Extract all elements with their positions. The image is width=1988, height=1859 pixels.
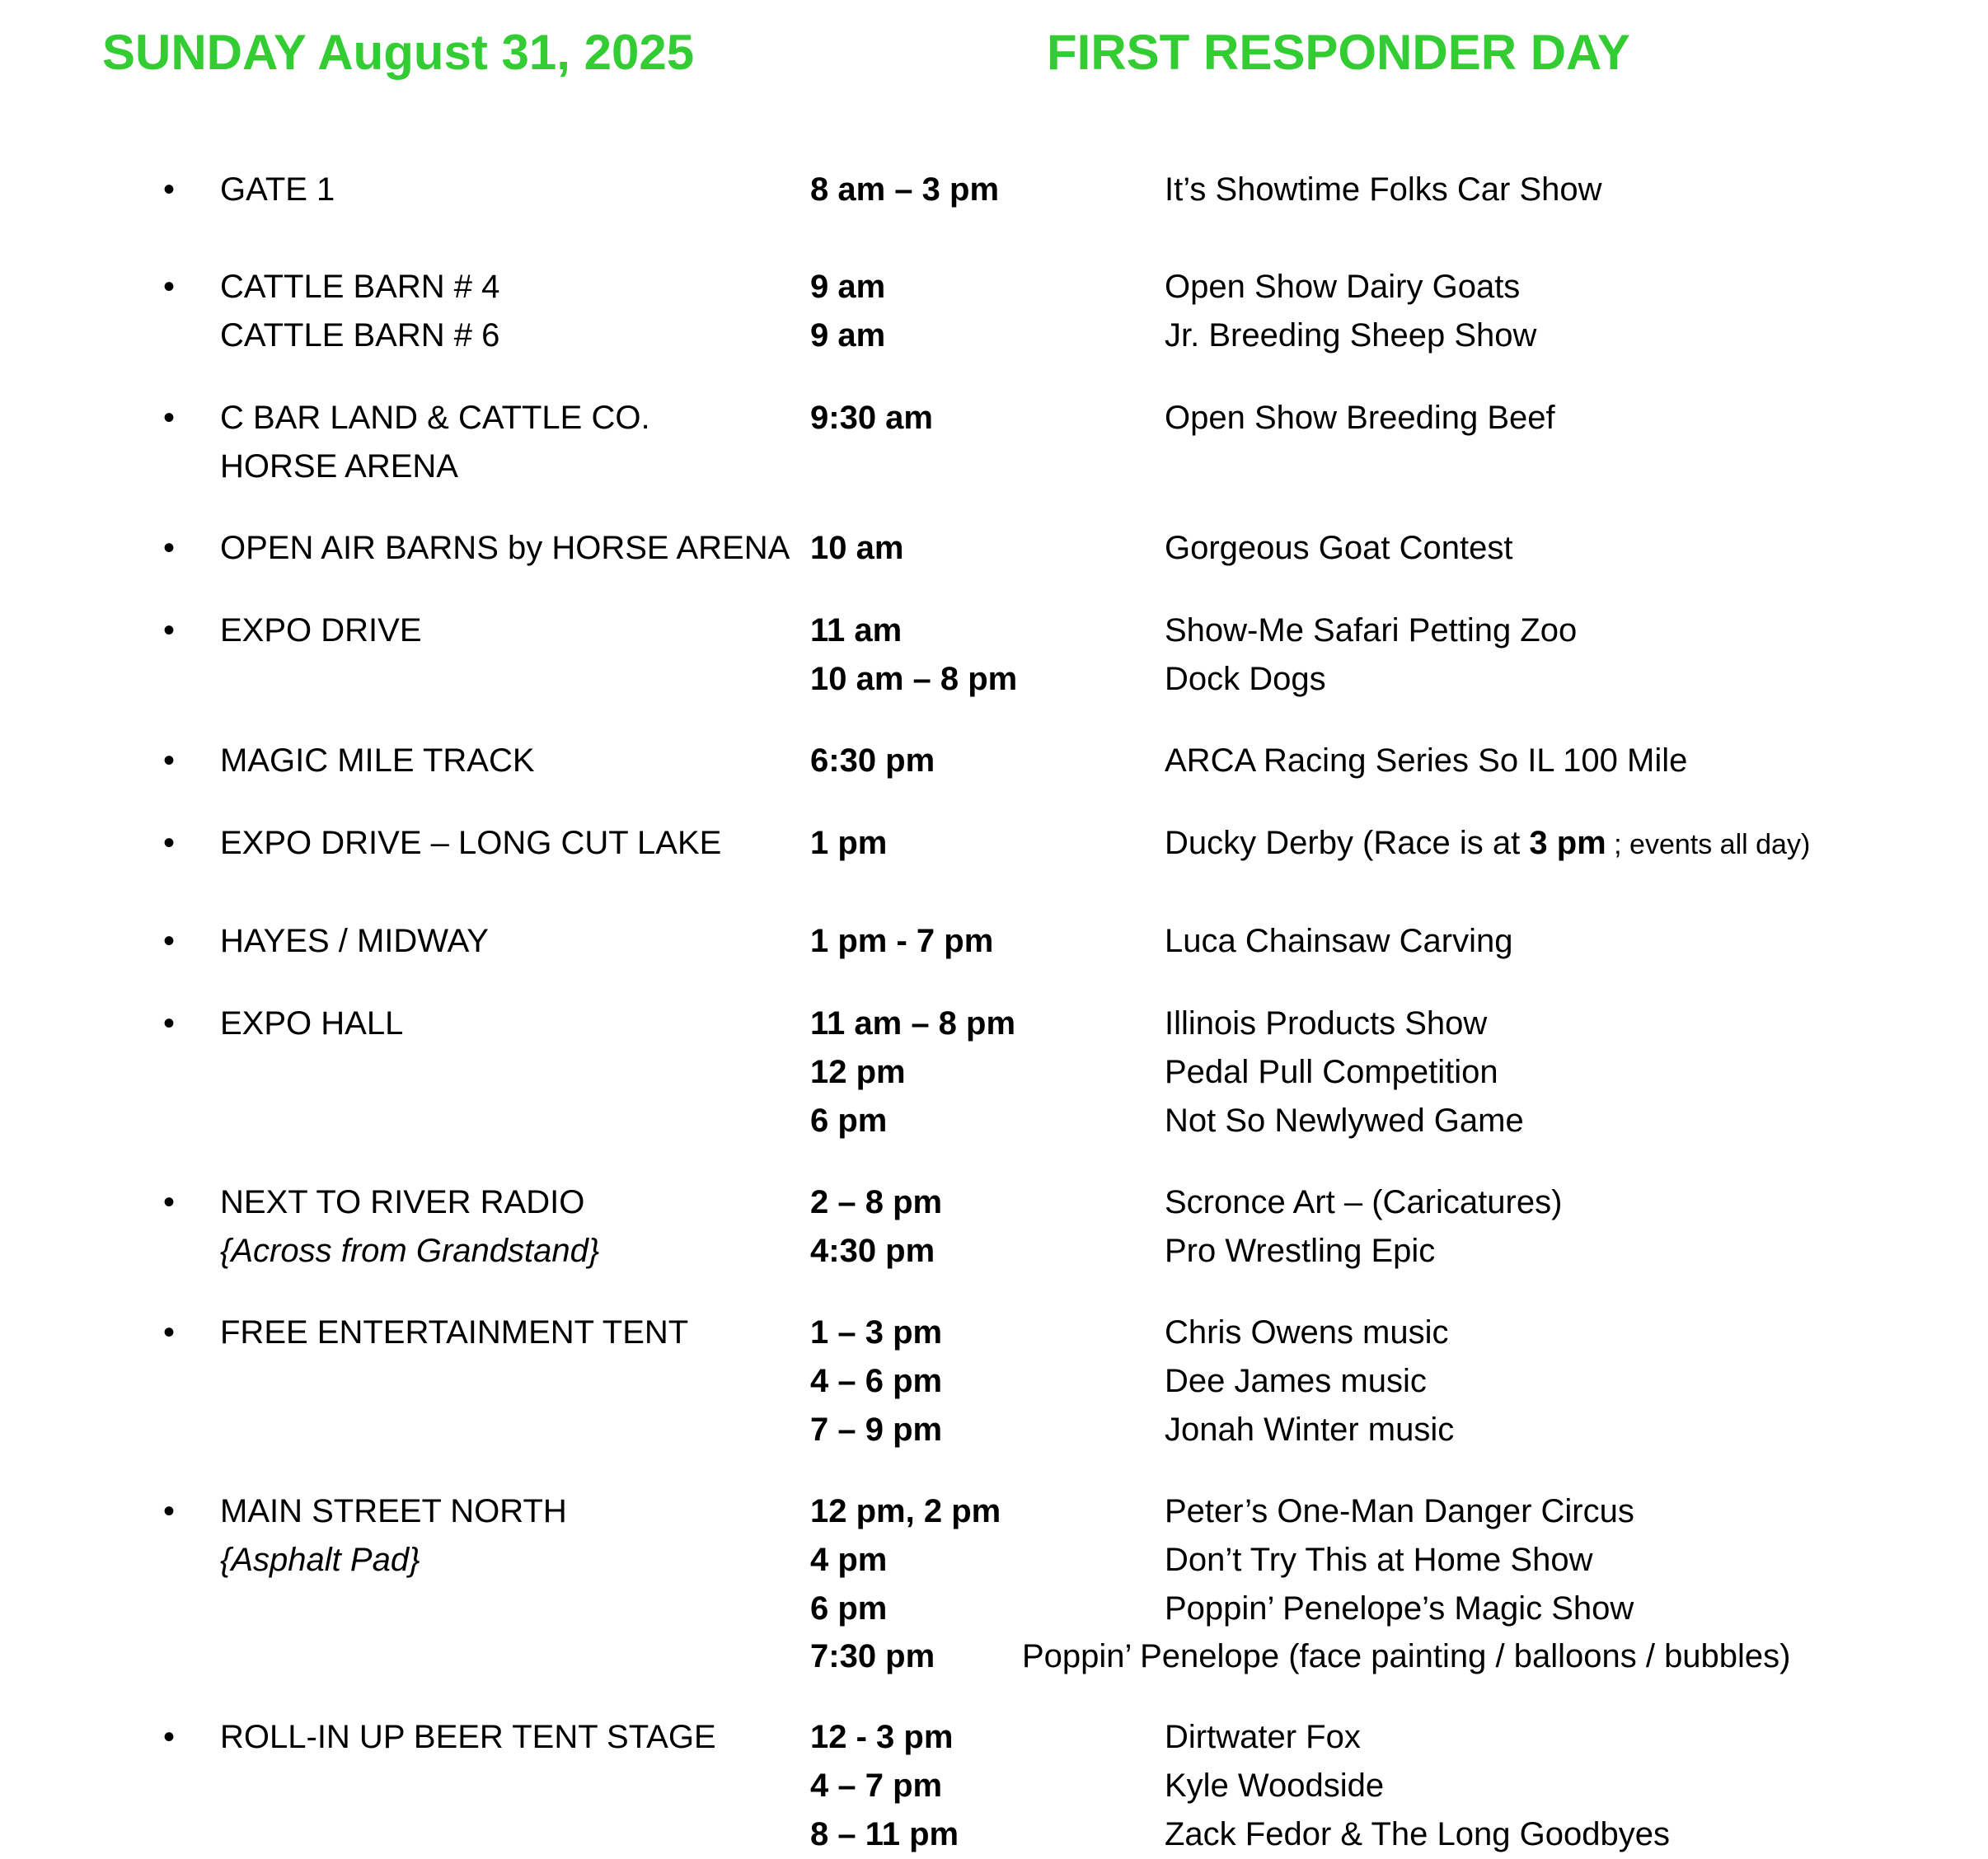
bullet-icon: • (162, 825, 175, 861)
time: 6 pm (810, 1590, 888, 1627)
event: It’s Showtime Folks Car Show (1165, 171, 1602, 208)
location-note: {Asphalt Pad} (220, 1542, 420, 1578)
schedule-line (0, 523, 1988, 573)
schedule-line (0, 1178, 1988, 1227)
time: 10 am – 8 pm (810, 661, 1018, 697)
time: 1 pm - 7 pm (810, 923, 994, 959)
day-theme-heading: FIRST RESPONDER DAY (1047, 25, 1630, 80)
schedule-line (0, 165, 1988, 214)
event: Kyle Woodside (1165, 1768, 1385, 1804)
time: 8 – 11 pm (810, 1816, 959, 1852)
location: EXPO HALL (220, 1005, 404, 1042)
location: OPEN AIR BARNS by HORSE ARENA (220, 530, 790, 566)
time: 9:30 am (810, 400, 933, 436)
event: Zack Fedor & The Long Goodbyes (1165, 1816, 1670, 1852)
location: EXPO DRIVE – LONG CUT LAKE (220, 825, 722, 861)
bullet-icon: • (162, 171, 175, 208)
event: Jr. Breeding Sheep Show (1165, 317, 1537, 354)
bullet-icon: • (162, 612, 175, 649)
time: 7:30 pm (810, 1638, 935, 1674)
schedule-line (0, 736, 1988, 785)
event-note: ; events all day) (1606, 829, 1811, 860)
schedule-line (0, 916, 1988, 966)
event: Not So Newlywed Game (1165, 1103, 1524, 1139)
bullet-icon: • (162, 1005, 175, 1042)
time: 10 am (810, 530, 904, 566)
time: 1 – 3 pm (810, 1314, 943, 1351)
event: Poppin’ Penelope (face painting / balloons / bubbles) (1022, 1638, 1791, 1674)
time: 1 pm (810, 825, 888, 861)
time: 11 am – 8 pm (810, 1005, 1016, 1042)
schedule-line (0, 1047, 1988, 1097)
time: 2 – 8 pm (810, 1184, 943, 1220)
schedule-line (0, 1535, 1988, 1585)
time: 9 am (810, 317, 886, 354)
event: Show-Me Safari Petting Zoo (1165, 612, 1578, 649)
time: 6 pm (810, 1103, 888, 1139)
location: GATE 1 (220, 171, 335, 208)
bullet-icon: • (162, 269, 175, 305)
bullet-icon: • (162, 742, 175, 779)
event (1165, 818, 1810, 869)
location: ROLL-IN UP BEER TENT STAGE (220, 1719, 716, 1755)
event: Illinois Products Show (1165, 1005, 1488, 1042)
location: CATTLE BARN # 6 (220, 317, 500, 354)
schedule-line (0, 1096, 1988, 1145)
time: 4:30 pm (810, 1233, 935, 1269)
event: Jonah Winter music (1165, 1412, 1455, 1448)
schedule-line (0, 1356, 1988, 1406)
location-note: {Across from Grandstand} (220, 1233, 600, 1269)
schedule-line (0, 1226, 1988, 1276)
event: Pedal Pull Competition (1165, 1054, 1498, 1090)
bullet-icon: • (162, 923, 175, 959)
time: 8 am – 3 pm (810, 171, 1000, 208)
schedule-line (0, 262, 1988, 311)
event: Gorgeous Goat Contest (1165, 530, 1513, 566)
event-text: Ducky Derby (Race is at (1165, 825, 1530, 861)
location: NEXT TO RIVER RADIO (220, 1184, 585, 1220)
schedule-line (0, 999, 1988, 1048)
schedule-line (0, 818, 1988, 868)
schedule-line (0, 1584, 1988, 1633)
time: 4 – 7 pm (810, 1768, 943, 1804)
location: HAYES / MIDWAY (220, 923, 489, 959)
location: FREE ENTERTAINMENT TENT (220, 1314, 689, 1351)
schedule-line (0, 1487, 1988, 1536)
location: MAIN STREET NORTH (220, 1493, 567, 1529)
time: 7 – 9 pm (810, 1412, 943, 1448)
schedule-line (0, 442, 1988, 491)
schedule-line (0, 1712, 1988, 1762)
schedule-line (0, 1632, 1988, 1681)
event: Dee James music (1165, 1363, 1427, 1399)
event: Dirtwater Fox (1165, 1719, 1361, 1755)
schedule-line (0, 1308, 1988, 1357)
schedule-line (0, 1810, 1988, 1859)
event: Scronce Art – (Caricatures) (1165, 1184, 1563, 1220)
event: Open Show Breeding Beef (1165, 400, 1555, 436)
event: Poppin’ Penelope’s Magic Show (1165, 1590, 1634, 1627)
event: ARCA Racing Series So IL 100 Mile (1165, 742, 1688, 779)
location: C BAR LAND & CATTLE CO. (220, 400, 650, 436)
location: CATTLE BARN # 4 (220, 269, 500, 305)
bullet-icon: • (162, 400, 175, 436)
race-time: 3 pm (1529, 825, 1606, 861)
time: 9 am (810, 269, 886, 305)
location: MAGIC MILE TRACK (220, 742, 535, 779)
time: 12 - 3 pm (810, 1719, 954, 1755)
schedule-line (0, 1761, 1988, 1810)
time: 12 pm (810, 1054, 906, 1090)
time: 4 pm (810, 1542, 888, 1578)
event: Peter’s One-Man Danger Circus (1165, 1493, 1634, 1529)
schedule-line (0, 654, 1988, 704)
schedule-line (0, 311, 1988, 360)
bullet-icon: • (162, 1314, 175, 1351)
event: Don’t Try This at Home Show (1165, 1542, 1593, 1578)
time: 6:30 pm (810, 742, 935, 779)
event: Open Show Dairy Goats (1165, 269, 1521, 305)
schedule-line (0, 1405, 1988, 1454)
bullet-icon: • (162, 1719, 175, 1755)
time: 4 – 6 pm (810, 1363, 943, 1399)
schedule-line (0, 393, 1988, 443)
location-continued: HORSE ARENA (220, 448, 458, 485)
time: 11 am (810, 612, 903, 649)
schedule-line (0, 606, 1988, 655)
bullet-icon: • (162, 1184, 175, 1220)
event: Pro Wrestling Epic (1165, 1233, 1436, 1269)
event: Luca Chainsaw Carving (1165, 923, 1513, 959)
bullet-icon: • (162, 1493, 175, 1529)
bullet-icon: • (162, 530, 175, 566)
event: Chris Owens music (1165, 1314, 1449, 1351)
schedule-date-heading: SUNDAY August 31, 2025 (102, 25, 695, 80)
event: Dock Dogs (1165, 661, 1326, 697)
location: EXPO DRIVE (220, 612, 422, 649)
time: 12 pm, 2 pm (810, 1493, 1001, 1529)
